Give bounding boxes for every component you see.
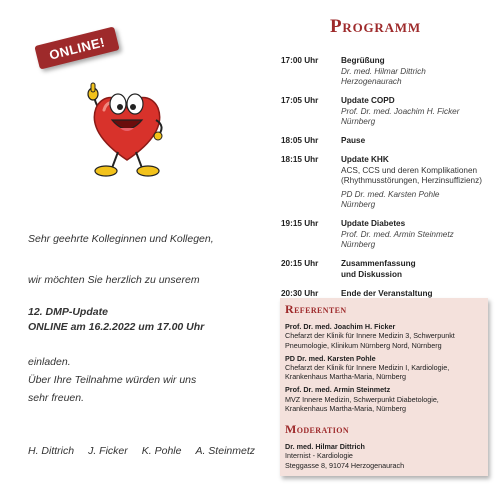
referent-entry <box>285 322 484 350</box>
signers <box>28 445 255 457</box>
schedule-title: Begrüßung <box>341 56 385 65</box>
referent-entry <box>285 354 484 382</box>
referent-line: Krankenhaus Martha-Maria, Nürnberg <box>285 403 407 413</box>
schedule-desc: ACS, CCS und deren Komplikationen <box>341 165 478 175</box>
referent-line: MVZ Innere Medizin, Schwerpunkt Diabetologie, <box>285 394 439 404</box>
schedule-row <box>281 56 491 88</box>
letter-greeting: Sehr geehrte Kolleginnen und Kollegen, <box>28 233 214 245</box>
schedule-speaker: Prof. Dr. med. Armin Steinmetz <box>341 229 454 239</box>
moderator-line: Internist - Kardiologie <box>285 451 353 461</box>
referenten-box <box>280 298 488 476</box>
event-date: ONLINE am 16.2.2022 um 17.00 Uhr <box>28 321 205 333</box>
referent-name: PD Dr. med. Karsten Pohle <box>285 353 376 363</box>
moderator-line: Steggasse 8, 91074 Herzogenaurach <box>285 460 405 470</box>
signer: K. Pohle <box>141 445 182 457</box>
program-schedule <box>281 56 491 308</box>
schedule-title: Update KHK <box>341 155 389 164</box>
referenten-heading: Referenten <box>285 302 347 316</box>
schedule-time: 18:05 Uhr <box>281 136 319 145</box>
schedule-speaker-city: Nürnberg <box>341 240 376 249</box>
schedule-time: 17:05 Uhr <box>281 96 319 105</box>
heart-mascot-icon <box>82 72 172 182</box>
referent-line: Krankenhaus Martha-Maria, Nürnberg <box>285 372 407 382</box>
schedule-title: Update Diabetes <box>341 219 406 228</box>
referent-line: Chefarzt der Klinik für Innere Medizin 3, Schwerpunkt <box>285 331 455 341</box>
letter-thanks <box>28 353 196 407</box>
moderation-heading: Moderation <box>285 422 350 437</box>
schedule-desc: (Rhythmusstörungen, Herzinsuffizienz) <box>341 176 482 185</box>
signer: A. Steinmetz <box>195 445 255 457</box>
schedule-row <box>281 155 491 211</box>
schedule-time: 18:15 Uhr <box>281 155 319 164</box>
schedule-speaker-city: Nürnberg <box>341 117 376 126</box>
event-title: 12. DMP-Update <box>28 306 108 318</box>
letter-thanks-line: sehr freuen. <box>28 392 85 404</box>
schedule-row <box>281 136 491 147</box>
signer: H. Dittrich <box>28 445 75 457</box>
schedule-speaker-city: Nürnberg <box>341 200 376 209</box>
schedule-row <box>281 96 491 128</box>
moderator-name: Dr. med. Hilmar Dittrich <box>285 442 365 452</box>
letter-invite: wir möchten Sie herzlich zu unserem <box>28 274 200 286</box>
schedule-row <box>281 259 491 280</box>
referent-line: Chefarzt der Klinik für Innere Medizin I, Kardiologie, <box>285 363 450 373</box>
signer: J. Ficker <box>88 445 128 457</box>
letter-thanks-line: Über Ihre Teilnahme würden wir uns <box>28 374 197 386</box>
schedule-title: Zusammenfassung <box>341 259 416 268</box>
referent-entry <box>285 385 484 413</box>
moderator-entry <box>285 442 484 470</box>
online-badge: ONLINE! <box>34 26 119 69</box>
schedule-speaker: Prof. Dr. med. Joachim H. Ficker <box>341 106 460 116</box>
schedule-title: Pause <box>341 136 366 145</box>
program-title: Programm <box>330 16 421 37</box>
schedule-time: 17:00 Uhr <box>281 56 319 65</box>
schedule-title-cont: und Diskussion <box>341 269 402 279</box>
schedule-title: Ende der Veranstaltung <box>341 288 433 298</box>
referent-name: Prof. Dr. med. Armin Steinmetz <box>285 385 391 395</box>
schedule-speaker-city: Herzogenaurach <box>341 77 402 86</box>
referent-line: Pneumologie, Klinikum Nürnberg Nord, Nürnberg <box>285 340 442 350</box>
schedule-row <box>281 219 491 251</box>
referent-name: Prof. Dr. med. Joachim H. Ficker <box>285 322 396 332</box>
schedule-speaker: Dr. med. Hilmar Dittrich <box>341 66 426 76</box>
schedule-speaker: PD Dr. med. Karsten Pohle <box>341 189 440 199</box>
letter-thanks-line: einladen. <box>28 356 71 368</box>
schedule-time: 20:15 Uhr <box>281 259 319 268</box>
schedule-time: 19:15 Uhr <box>281 219 319 228</box>
schedule-title: Update COPD <box>341 96 395 105</box>
schedule-time: 20:30 Uhr <box>281 288 319 298</box>
